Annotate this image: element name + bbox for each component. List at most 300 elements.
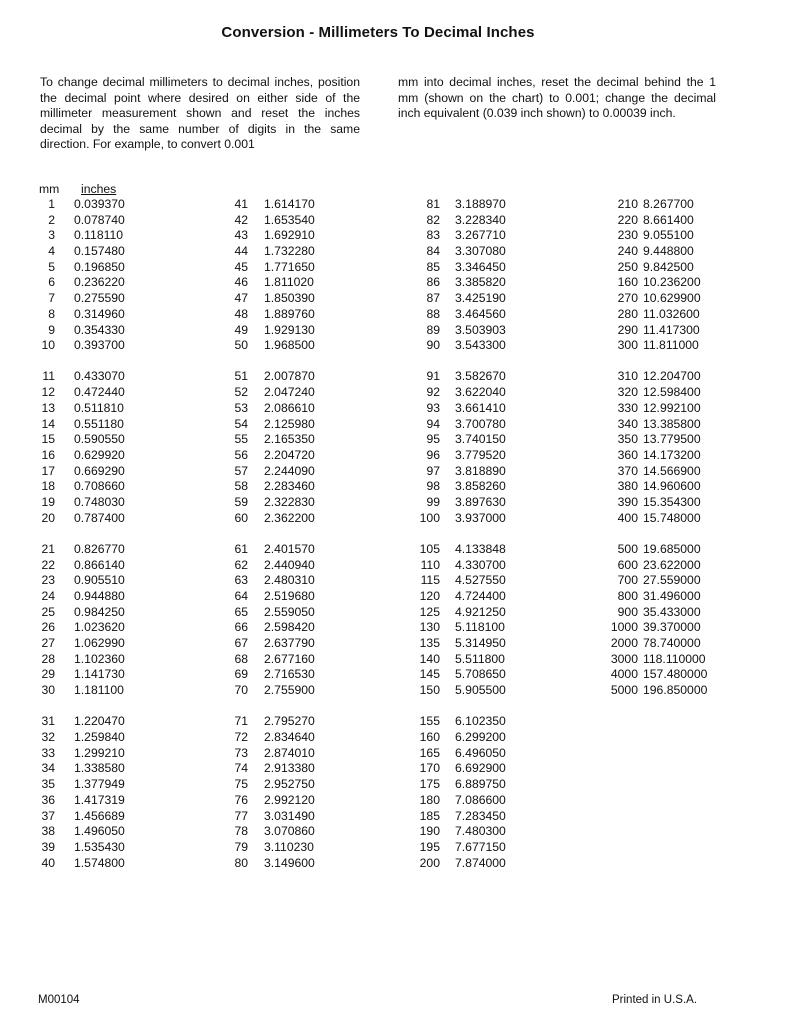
inch-value: 3.937000	[455, 510, 506, 525]
inch-value: 0.433070	[74, 369, 125, 384]
page-title: Conversion - Millimeters To Decimal Inches	[221, 24, 535, 41]
mm-value: 12	[41, 385, 55, 400]
mm-value: 135	[419, 636, 440, 651]
mm-value: 360	[617, 447, 638, 462]
inch-value: 1.889760	[264, 306, 315, 321]
inch-value: 1.535430	[74, 839, 125, 854]
inch-value: 3.228340	[455, 212, 506, 227]
mm-value: 190	[419, 824, 440, 839]
inch-value: 1.181100	[74, 683, 124, 698]
inch-value: 2.086610	[264, 400, 315, 415]
mm-value: 170	[419, 761, 440, 776]
inch-value: 1.062990	[74, 636, 125, 651]
mm-value: 700	[617, 573, 638, 588]
mm-value: 800	[617, 589, 638, 603]
mm-value: 350	[617, 432, 638, 447]
inch-value: 15.354300	[643, 494, 701, 509]
mm-value: 32	[41, 730, 55, 745]
inch-value: 4.921250	[455, 604, 506, 619]
inch-value: 11.032600	[643, 306, 700, 321]
mm-value: 175	[419, 777, 440, 792]
inch-value: 1.850390	[264, 291, 315, 306]
inch-value: 6.692900	[455, 761, 506, 776]
mm-value: 53	[234, 400, 248, 415]
mm-value: 31	[41, 714, 55, 729]
printed-in-note: Printed in U.S.A.	[612, 994, 698, 1006]
inch-value: 3.385820	[455, 275, 506, 290]
inch-value: 0.748030	[74, 494, 125, 509]
inch-value: 19.685000	[643, 541, 701, 556]
inch-value: 10.236200	[643, 275, 701, 290]
mm-value: 66	[234, 620, 248, 635]
intro-paragraph-left: To change decimal millimeters to decimal inches, position the decimal point where desired on either side of the millimeter measurement shown and reset the inches decimal by the same number of digits in the same direction. For example, to convert 0.001	[40, 75, 360, 151]
mm-value: 63	[234, 573, 248, 588]
inch-value: 2.913380	[264, 761, 315, 776]
mm-value: 52	[234, 385, 248, 400]
mm-value: 41	[234, 197, 248, 211]
inch-value: 2.559050	[264, 604, 315, 619]
mm-value: 280	[617, 306, 638, 321]
inch-value: 1.338580	[74, 761, 125, 776]
inch-value: 2.401570	[264, 541, 315, 556]
mm-value: 220	[617, 212, 638, 227]
inch-value: 0.196850	[74, 259, 125, 274]
mm-value: 90	[426, 338, 440, 353]
mm-value: 85	[426, 259, 440, 274]
mm-value: 180	[419, 792, 440, 807]
mm-value: 19	[41, 494, 55, 509]
mm-value: 51	[234, 369, 248, 384]
mm-value: 29	[41, 667, 55, 682]
mm-value: 250	[617, 259, 638, 274]
mm-value: 88	[426, 306, 440, 321]
mm-value: 36	[41, 792, 55, 807]
mm-value: 45	[234, 259, 248, 274]
inch-value: 7.677150	[455, 839, 506, 854]
mm-value: 25	[41, 604, 55, 619]
inch-value: 2.677160	[264, 651, 315, 666]
mm-value: 73	[234, 745, 248, 760]
inch-value: 2.165350	[264, 432, 315, 447]
mm-value: 81	[426, 197, 440, 211]
mm-value: 310	[617, 369, 638, 384]
inch-value: 1.614170	[264, 197, 315, 211]
mm-value: 78	[234, 824, 248, 839]
mm-value: 400	[617, 510, 638, 525]
mm-value: 8	[48, 306, 55, 321]
inch-value: 1.259840	[74, 730, 125, 745]
inch-value: 11.811000	[643, 338, 699, 353]
mm-value: 290	[617, 322, 638, 337]
mm-value: 92	[426, 385, 440, 400]
inch-value: 0.393700	[74, 338, 125, 353]
mm-value: 27	[41, 636, 55, 651]
inch-value: 3.346450	[455, 259, 506, 274]
mm-value: 330	[617, 400, 638, 415]
mm-value: 140	[419, 651, 440, 666]
mm-value: 1	[48, 197, 55, 211]
inch-value: 23.622000	[643, 557, 701, 572]
mm-value: 500	[617, 541, 638, 556]
mm-value: 18	[41, 479, 55, 494]
inch-value: 0.118110	[74, 228, 124, 243]
inch-value: 0.275590	[74, 291, 125, 306]
inch-value: 1.653540	[264, 212, 315, 227]
inch-value: 2.755900	[264, 683, 315, 698]
mm-value: 6	[48, 275, 55, 290]
mm-value: 100	[419, 510, 440, 525]
mm-value: 39	[41, 839, 55, 854]
inch-value: 3.503903	[455, 322, 506, 337]
inch-value: 0.314960	[74, 306, 125, 321]
inch-value: 3.070860	[264, 824, 315, 839]
inch-value: 1.456689	[74, 808, 125, 823]
inch-value: 14.566900	[643, 463, 701, 478]
intro-paragraph-right: mm into decimal inches, reset the decimal behind the 1 mm (shown on the chart) to 0.001; change the decimal inch equivalent (0.039 inch shown) to 0.00039 inch.	[398, 75, 716, 120]
mm-value: 270	[617, 291, 638, 306]
inch-value: 0.472440	[74, 385, 125, 400]
inch-value: 5.905500	[455, 683, 506, 698]
inch-value: 1.574800	[74, 855, 125, 870]
mm-value: 155	[419, 714, 440, 729]
mm-value: 34	[41, 761, 55, 776]
mm-value: 320	[617, 385, 638, 400]
mm-value: 75	[234, 777, 248, 792]
inch-value: 14.173200	[643, 447, 701, 462]
inch-value: 9.055100	[643, 228, 694, 243]
mm-value: 21	[41, 541, 55, 556]
mm-value: 54	[234, 416, 248, 431]
mm-value: 99	[426, 494, 440, 509]
inch-value: 35.433000	[643, 604, 701, 619]
inch-value: 39.370000	[643, 620, 701, 635]
inch-value: 0.708660	[74, 479, 125, 494]
inch-value: 3.188970	[455, 197, 506, 211]
mm-value: 87	[426, 291, 440, 306]
inch-value: 2.244090	[264, 463, 315, 478]
mm-value: 91	[426, 369, 440, 384]
mm-value: 900	[617, 604, 638, 619]
mm-value: 98	[426, 479, 440, 494]
mm-value: 185	[419, 808, 440, 823]
mm-value: 5	[48, 259, 55, 274]
mm-value: 49	[234, 322, 248, 337]
mm-value: 64	[234, 589, 248, 603]
mm-value: 13	[41, 400, 55, 415]
inch-value: 1.417319	[74, 792, 125, 807]
inch-value: 2.440940	[264, 557, 315, 572]
mm-value: 59	[234, 494, 248, 509]
mm-value: 15	[41, 432, 55, 447]
inch-value: 5.708650	[455, 667, 506, 682]
mm-value: 40	[41, 855, 55, 870]
inch-value: 118.110000	[643, 651, 706, 666]
mm-value: 380	[617, 479, 638, 494]
inch-value: 1.023620	[74, 620, 125, 635]
inch-value: 2.204720	[264, 447, 315, 462]
mm-value: 3000	[610, 651, 638, 666]
inch-value: 2.480310	[264, 573, 315, 588]
mm-value: 94	[426, 416, 440, 431]
inch-value: 2.047240	[264, 385, 315, 400]
mm-value: 240	[617, 244, 638, 259]
inch-value: 0.354330	[74, 322, 125, 337]
mm-value: 89	[426, 322, 440, 337]
mm-value: 38	[41, 824, 55, 839]
mm-value: 150	[419, 683, 440, 698]
mm-value: 145	[419, 667, 440, 682]
mm-value: 80	[234, 855, 248, 870]
inch-value: 1.968500	[264, 338, 315, 353]
mm-value: 30	[41, 683, 55, 698]
mm-value: 57	[234, 463, 248, 478]
mm-value: 120	[419, 589, 440, 603]
mm-value: 14	[41, 416, 55, 431]
mm-value: 23	[41, 573, 55, 588]
mm-value: 48	[234, 306, 248, 321]
mm-value: 96	[426, 447, 440, 462]
mm-value: 125	[419, 604, 440, 619]
inch-value: 1.102360	[74, 651, 125, 666]
inch-value: 3.858260	[455, 479, 506, 494]
mm-value: 115	[420, 573, 440, 588]
inch-value: 0.826770	[74, 541, 125, 556]
inch-value: 0.511810	[74, 400, 124, 415]
mm-value: 110	[420, 557, 440, 572]
inch-value: 5.314950	[455, 636, 506, 651]
inch-value: 1.929130	[264, 322, 315, 337]
mm-value: 35	[41, 777, 55, 792]
mm-value: 230	[617, 228, 638, 243]
mm-value: 58	[234, 479, 248, 494]
inch-value: 1.692910	[264, 228, 315, 243]
inch-value: 0.787400	[74, 510, 125, 525]
inch-value: 3.110230	[264, 839, 314, 854]
inch-value: 0.905510	[74, 573, 125, 588]
inch-value: 12.992100	[643, 400, 701, 415]
mm-value: 390	[617, 494, 638, 509]
inch-value: 31.496000	[643, 589, 701, 603]
mm-value: 79	[234, 839, 248, 854]
inch-value: 2.283460	[264, 479, 315, 494]
inch-value: 0.078740	[74, 212, 125, 227]
inch-value: 5.118100	[455, 620, 505, 635]
inch-value: 7.480300	[455, 824, 506, 839]
mm-value: 17	[41, 463, 55, 478]
inch-value: 3.543300	[455, 338, 506, 353]
inch-value: 0.157480	[74, 244, 125, 259]
inch-value: 2.322830	[264, 494, 315, 509]
mm-value: 72	[234, 730, 248, 745]
inch-value: 3.740150	[455, 432, 506, 447]
inch-value: 2.716530	[264, 667, 315, 682]
inch-value: 3.464560	[455, 306, 506, 321]
mm-value: 67	[234, 636, 248, 651]
inch-value: 6.102350	[455, 714, 506, 729]
mm-value: 4	[48, 244, 55, 259]
inch-value: 6.889750	[455, 777, 506, 792]
inch-value: 8.661400	[643, 212, 694, 227]
inch-value: 0.629920	[74, 447, 125, 462]
mm-value: 22	[41, 557, 55, 572]
inch-value: 196.850000	[643, 683, 708, 698]
inch-value: 3.149600	[264, 855, 315, 870]
inch-value: 6.496050	[455, 745, 506, 760]
mm-value: 16	[41, 447, 55, 462]
inch-value: 7.086600	[455, 792, 506, 807]
mm-value: 42	[234, 212, 248, 227]
inch-value: 14.960600	[643, 479, 701, 494]
mm-value: 50	[234, 338, 248, 353]
mm-value: 82	[426, 212, 440, 227]
mm-value: 70	[234, 683, 248, 698]
inch-value: 3.622040	[455, 385, 506, 400]
inch-value: 3.779520	[455, 447, 506, 462]
mm-value: 2000	[610, 636, 638, 651]
inch-value: 9.448800	[643, 244, 694, 259]
inch-value: 5.511800	[455, 651, 505, 666]
inch-value: 2.834640	[264, 730, 315, 745]
mm-value: 56	[234, 447, 248, 462]
inch-value: 7.283450	[455, 808, 506, 823]
inch-value: 3.307080	[455, 244, 506, 259]
inch-value: 2.874010	[264, 745, 315, 760]
mm-value: 74	[234, 761, 248, 776]
mm-value: 77	[234, 808, 248, 823]
mm-value: 10	[41, 338, 55, 353]
mm-value: 60	[234, 510, 248, 525]
inch-value: 4.527550	[455, 573, 506, 588]
inch-value: 0.551180	[74, 416, 124, 431]
inch-value: 1.377949	[74, 777, 125, 792]
inch-value: 2.007870	[264, 369, 315, 384]
inch-value: 4.330700	[455, 557, 506, 572]
mm-value: 55	[234, 432, 248, 447]
mm-value: 370	[617, 463, 638, 478]
mm-value: 210	[617, 197, 638, 211]
mm-value: 3	[48, 228, 55, 243]
inch-value: 7.874000	[455, 855, 506, 870]
inch-value: 11.417300	[643, 322, 700, 337]
mm-value: 47	[234, 291, 248, 306]
inch-value: 1.299210	[74, 745, 125, 760]
mm-value: 200	[419, 855, 440, 870]
inch-value: 2.637790	[264, 636, 315, 651]
mm-value: 62	[234, 557, 248, 572]
inch-value: 1.141730	[74, 667, 125, 682]
inch-value: 2.795270	[264, 714, 315, 729]
mm-value: 7	[48, 291, 55, 306]
inch-value: 0.866140	[74, 557, 125, 572]
inch-value: 78.740000	[643, 636, 701, 651]
inch-value: 8.267700	[643, 197, 694, 211]
inch-value: 10.629900	[643, 291, 701, 306]
inch-value: 157.480000	[643, 667, 708, 682]
inch-value: 1.811020	[264, 275, 314, 290]
inch-value: 3.818890	[455, 463, 506, 478]
mm-value: 160	[617, 275, 638, 290]
inch-value: 0.236220	[74, 275, 125, 290]
mm-value: 130	[419, 620, 440, 635]
mm-value: 61	[234, 541, 248, 556]
mm-value: 24	[41, 589, 55, 603]
inch-value: 1.771650	[264, 259, 315, 274]
inch-value: 13.779500	[643, 432, 701, 447]
mm-value: 340	[617, 416, 638, 431]
inch-value: 3.425190	[455, 291, 506, 306]
inch-value: 1.220470	[74, 714, 125, 729]
mm-value: 97	[426, 463, 440, 478]
mm-value: 11	[42, 369, 55, 384]
mm-value: 9	[48, 322, 55, 337]
mm-value: 4000	[610, 667, 638, 682]
mm-value: 5000	[610, 683, 638, 698]
inch-value: 1.496050	[74, 824, 125, 839]
inch-value: 0.944880	[74, 589, 125, 603]
mm-value: 83	[426, 228, 440, 243]
mm-value: 20	[41, 510, 55, 525]
mm-value: 95	[426, 432, 440, 447]
mm-value: 160	[419, 730, 440, 745]
mm-value: 26	[41, 620, 55, 635]
mm-value: 600	[617, 557, 638, 572]
inch-value: 2.952750	[264, 777, 315, 792]
mm-value: 1000	[610, 620, 638, 635]
inch-value: 2.125980	[264, 416, 315, 431]
inch-value: 3.267710	[455, 228, 506, 243]
inch-value: 15.748000	[643, 510, 701, 525]
inch-value: 9.842500	[643, 259, 694, 274]
mm-value: 195	[419, 839, 440, 854]
mm-value: 86	[426, 275, 440, 290]
mm-value: 2	[48, 212, 55, 227]
mm-value: 33	[41, 745, 55, 760]
inch-value: 4.724400	[455, 589, 506, 603]
inch-value: 3.661410	[455, 400, 506, 415]
inch-value: 3.700780	[455, 416, 506, 431]
inch-value: 3.031490	[264, 808, 315, 823]
header-mm: mm	[39, 182, 60, 196]
inch-value: 2.519680	[264, 589, 315, 603]
mm-value: 76	[234, 792, 248, 807]
inch-value: 6.299200	[455, 730, 506, 745]
header-inches: inches	[81, 182, 117, 196]
mm-value: 105	[419, 541, 440, 556]
mm-value: 46	[234, 275, 248, 290]
mm-value: 37	[41, 808, 55, 823]
mm-value: 93	[426, 400, 440, 415]
mm-value: 65	[234, 604, 248, 619]
mm-value: 71	[234, 714, 248, 729]
mm-value: 68	[234, 651, 248, 666]
inch-value: 27.559000	[643, 573, 701, 588]
inch-value: 2.362200	[264, 510, 315, 525]
mm-value: 300	[617, 338, 638, 353]
inch-value: 1.732280	[264, 244, 315, 259]
mm-value: 44	[234, 244, 248, 259]
mm-value: 43	[234, 228, 248, 243]
mm-value: 28	[41, 651, 55, 666]
document-code: M00104	[38, 994, 80, 1006]
mm-value: 165	[419, 745, 440, 760]
inch-value: 3.582670	[455, 369, 506, 384]
inch-value: 3.897630	[455, 494, 506, 509]
inch-value: 2.992120	[264, 792, 315, 807]
inch-value: 2.598420	[264, 620, 315, 635]
inch-value: 0.039370	[74, 197, 125, 211]
inch-value: 12.204700	[643, 369, 701, 384]
inch-value: 12.598400	[643, 385, 701, 400]
